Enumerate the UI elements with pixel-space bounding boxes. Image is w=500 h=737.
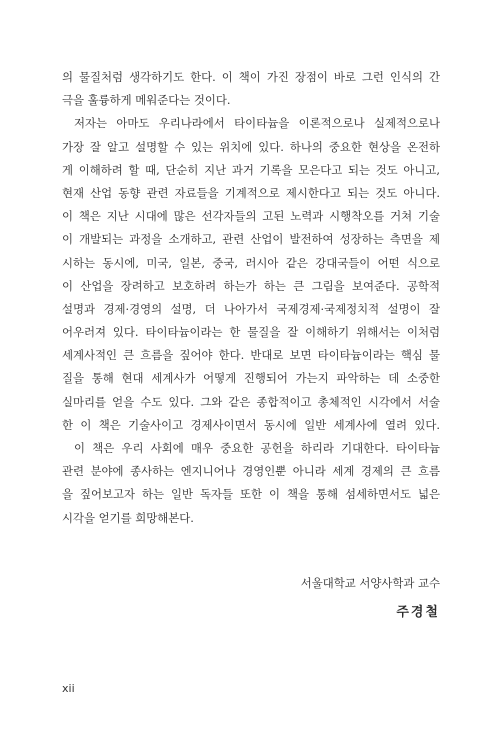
author-name: 주경철	[396, 605, 440, 620]
text-line: 관련 분야에 종사하는 엔지니어나 경영인뿐 아니라 세계 경제의 큰 흐름	[62, 464, 440, 479]
text-line: 시각을 얻기를 희망해본다.	[62, 510, 194, 525]
text-line: 이 책은 지난 시대에 많은 선각자들의 고된 노력과 시행착오를 거쳐 기술	[62, 209, 440, 224]
text-line: 현재 산업 동향 관련 자료들을 기계적으로 제시한다고 되는 것도 아니다.	[62, 185, 440, 200]
text-line: 실마리를 얻을 수도 있다. 그와 같은 종합적이고 총체적인 시각에서 서술	[62, 394, 440, 409]
page-number: xii	[62, 682, 75, 695]
text-line: 의 물질처럼 생각하기도 한다. 이 책이 가진 장점이 바로 그런 인식의 간	[62, 70, 440, 84]
text-line: 한 이 책은 기술사이고 경제사이면서 동시에 일반 세계사에 열려 있다.	[62, 417, 440, 432]
text-line: 질을 통해 현대 세계사가 어떻게 진행되어 가는지 파악하는 데 소중한	[62, 371, 440, 386]
text-line: 설명과 경제·경영의 설명, 더 나아가서 국제경제·국제정치적 설명이 잘	[62, 301, 440, 316]
text-line: 을 짚어보고자 하는 일반 독자들 또한 이 책을 통해 섬세하면서도 넓은	[62, 487, 440, 502]
text-line: 이 책은 우리 사회에 매우 중요한 공헌을 하리라 기대한다. 타이타늄	[74, 441, 440, 455]
text-line: 세계사적인 큰 흐름을 짚어야 한다. 반대로 보면 타이타늄이라는 핵심 물	[62, 348, 440, 363]
text-line: 가장 잘 알고 설명할 수 있는 위치에 있다. 하나의 중요한 현상을 온전하	[62, 139, 440, 154]
text-line: 이 개발되는 과정을 소개하고, 관련 산업이 발전하여 성장하는 측면을 제	[62, 232, 440, 247]
body-text	[62, 66, 440, 530]
text-line: 어우러져 있다. 타이타늄이라는 한 물질을 잘 이해하기 위해서는 이처럼	[62, 325, 440, 340]
text-line: 극을 훌륭하게 메워준다는 것이다.	[62, 93, 231, 108]
text-line: 이 산업을 장려하고 보호하려 하는가 하는 큰 그림을 보여준다. 공학적	[62, 278, 440, 293]
text-line: 저자는 아마도 우리나라에서 타이타늄을 이론적으로나 실제적으로나	[74, 116, 440, 131]
text-line: 게 이해하려 할 때, 단순히 지난 과거 기록을 모은다고 되는 것도 아니고,	[62, 162, 440, 177]
text-line: 시하는 동시에, 미국, 일본, 중국, 러시아 같은 강대국들이 어떤 식으로	[62, 255, 440, 270]
author-affiliation: 서울대학교 서양사학과 교수	[300, 576, 440, 590]
